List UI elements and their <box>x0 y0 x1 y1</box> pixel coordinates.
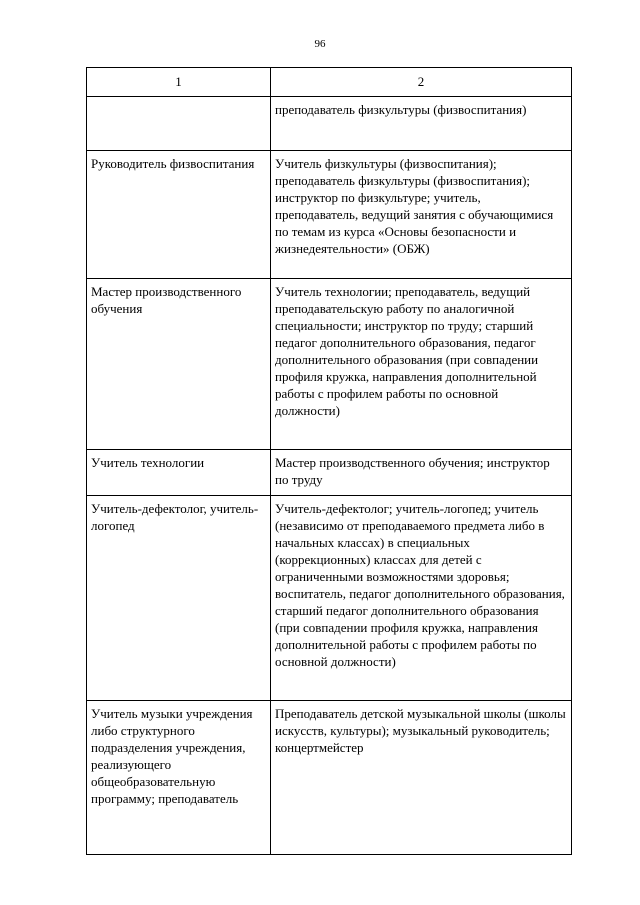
position-cell: Учитель музыки учреждения либо структурного подразделения учреждения, реализующего общеобразовательную программу; преподаватель <box>87 701 271 855</box>
table-row <box>87 97 572 151</box>
position-cell: Мастер производственного обучения <box>87 279 271 450</box>
table-row <box>87 279 572 450</box>
equivalent-positions-cell: Учитель технологии; преподаватель, ведущий преподавательскую работу по аналогичной специальности; инструктор по труду; старший педагог дополнительного образования, педагог дополнительного образования (при совпадении профиля кружка, направления дополнительной работы с профилем работы по основной должности) <box>271 279 572 450</box>
column-header-2: 2 <box>271 68 572 97</box>
positions-table <box>86 67 572 855</box>
position-cell: Учитель-дефектолог, учитель-логопед <box>87 496 271 701</box>
table-header-row <box>87 68 572 97</box>
table-row <box>87 151 572 279</box>
equivalent-positions-cell: Учитель физкультуры (физвоспитания); преподаватель физкультуры (физвоспитания); инструктор по физкультуре; учитель, преподаватель, ведущий занятия с обучающимися по темам из курса «Основы безопасности и жизнедеятельности» (ОБЖ) <box>271 151 572 279</box>
column-header-1: 1 <box>87 68 271 97</box>
position-cell <box>87 97 271 151</box>
table-row <box>87 701 572 855</box>
equivalent-positions-cell: Учитель-дефектолог; учитель-логопед; учитель (независимо от преподаваемого предмета либо в начальных классах) в специальных (коррекционных) классах для детей с ограниченными возможностями здоровья; воспитатель, педагог дополнительного образования, старший педагог дополнительного образования (при совпадении профиля кружка, направления дополнительной работы с профилем работы по основной должности) <box>271 496 572 701</box>
equivalent-positions-cell: Преподаватель детской музыкальной школы (школы искусств, культуры); музыкальный руководитель; концертмейстер <box>271 701 572 855</box>
table-row <box>87 450 572 496</box>
equivalent-positions-cell: преподаватель физкультуры (физвоспитания) <box>271 97 572 151</box>
position-cell: Учитель технологии <box>87 450 271 496</box>
page-number: 96 <box>314 38 326 50</box>
position-cell: Руководитель физвоспитания <box>87 151 271 279</box>
equivalent-positions-cell: Мастер производственного обучения; инструктор по труду <box>271 450 572 496</box>
table-row <box>87 496 572 701</box>
